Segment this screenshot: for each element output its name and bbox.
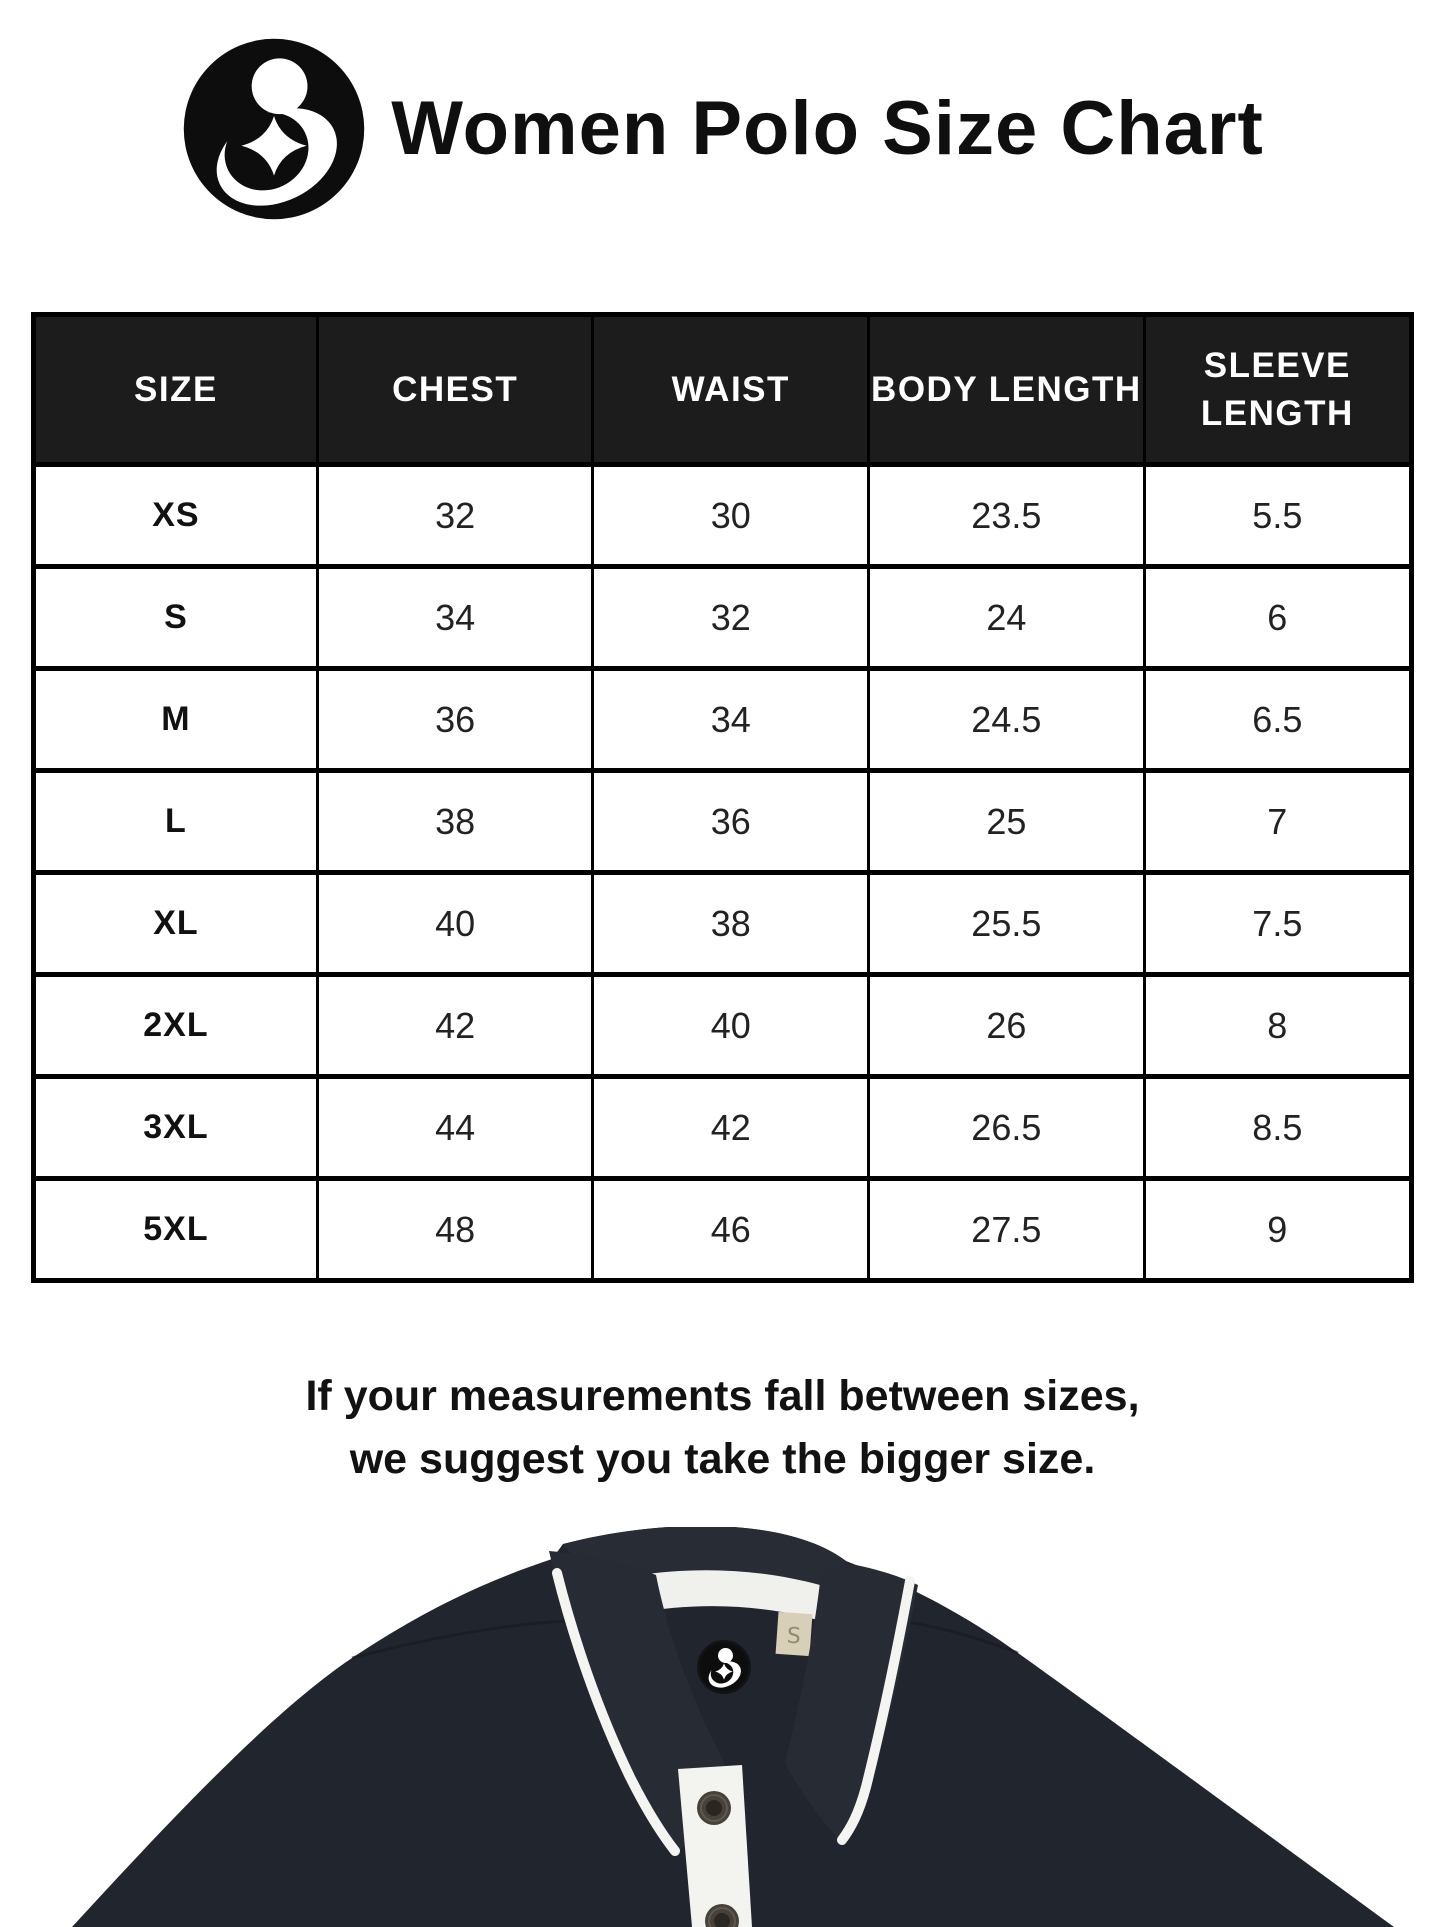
table-header-row [34, 315, 1412, 465]
sleeve-length-value: 8.5 [1144, 1077, 1411, 1179]
size-label: L [34, 771, 318, 873]
size-label: 2XL [34, 975, 318, 1077]
sleeve-length-value: 7.5 [1144, 873, 1411, 975]
size-label: XL [34, 873, 318, 975]
chest-value: 36 [317, 669, 593, 771]
size-label: 3XL [34, 1077, 318, 1179]
waist-value: 32 [593, 567, 869, 669]
body-length-value: 24.5 [869, 669, 1145, 771]
polo-shirt-image [0, 1527, 1445, 1927]
body-length-value: 23.5 [869, 465, 1145, 567]
chest-value: 34 [317, 567, 593, 669]
column-header-size: SIZE [34, 315, 318, 465]
table-row [34, 771, 1412, 873]
table-row [34, 567, 1412, 669]
chest-value: 44 [317, 1077, 593, 1179]
waist-value: 38 [593, 873, 869, 975]
waist-value: 30 [593, 465, 869, 567]
table-row [34, 1077, 1412, 1179]
size-label: S [34, 567, 318, 669]
fit-note-line2: we suggest you take the bigger size. [349, 1435, 1096, 1484]
chest-value: 42 [317, 975, 593, 1077]
size-tag [776, 1612, 813, 1656]
body-length-value: 26 [869, 975, 1145, 1077]
size-chart-table [31, 312, 1414, 1283]
column-header-body-length: BODY LENGTH [869, 315, 1145, 465]
size-tag-letter: S [785, 1623, 802, 1650]
chest-value: 40 [317, 873, 593, 975]
column-header-sleeve-length: SLEEVE LENGTH [1144, 315, 1411, 465]
fit-note-line1: If your measurements fall between sizes, [305, 1372, 1140, 1420]
body-length-value: 27.5 [869, 1179, 1145, 1281]
waist-value: 36 [593, 771, 869, 873]
size-label: XS [34, 465, 318, 567]
size-label: 5XL [34, 1179, 318, 1281]
chest-value: 48 [317, 1179, 593, 1281]
waist-value: 34 [593, 669, 869, 771]
button-icon [697, 1791, 731, 1825]
chest-value: 38 [317, 771, 593, 873]
body-length-value: 25 [869, 771, 1145, 873]
waist-value: 46 [593, 1179, 869, 1281]
column-header-chest: CHEST [317, 315, 593, 465]
waist-value: 40 [593, 975, 869, 1077]
sleeve-length-value: 6.5 [1144, 669, 1411, 771]
chest-value: 32 [317, 465, 593, 567]
body-length-value: 25.5 [869, 873, 1145, 975]
column-header-waist: WAIST [593, 315, 869, 465]
sleeve-length-value: 9 [1144, 1179, 1411, 1281]
page-title: Women Polo Size Chart [391, 86, 1264, 171]
table-row [34, 465, 1412, 567]
body-length-value: 26.5 [869, 1077, 1145, 1179]
table-row [34, 1179, 1412, 1281]
polo-shirt-graphic [0, 1527, 1445, 1927]
table-row [34, 669, 1412, 771]
brand-tag-icon [697, 1640, 751, 1694]
brand-logo-icon [181, 36, 367, 222]
brand-header [0, 0, 1445, 222]
fit-note [0, 1365, 1445, 1491]
table-row [34, 975, 1412, 1077]
size-label: M [34, 669, 318, 771]
body-length-value: 24 [869, 567, 1145, 669]
sleeve-length-value: 8 [1144, 975, 1411, 1077]
sleeve-length-value: 6 [1144, 567, 1411, 669]
table-row [34, 873, 1412, 975]
sleeve-length-value: 7 [1144, 771, 1411, 873]
sleeve-length-value: 5.5 [1144, 465, 1411, 567]
waist-value: 42 [593, 1077, 869, 1179]
